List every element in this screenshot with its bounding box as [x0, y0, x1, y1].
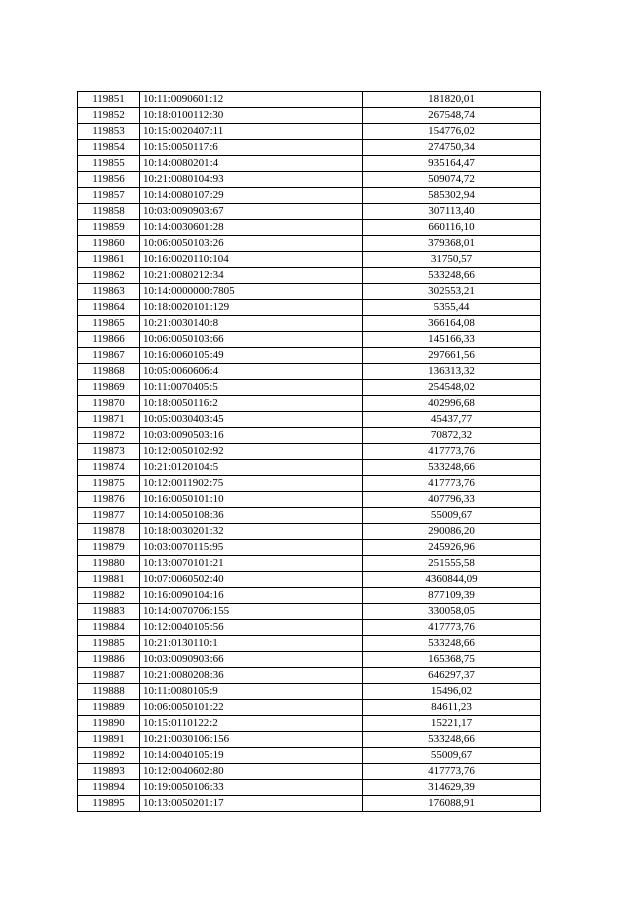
value-cell: 297661,56 — [363, 348, 541, 364]
table-row — [78, 572, 541, 588]
table-row — [78, 124, 541, 140]
cadastral-code-cell: 10:03:0070115:95 — [140, 540, 363, 556]
cadastral-code-cell: 10:14:0080107:29 — [140, 188, 363, 204]
cadastral-code-cell: 10:12:0011902:75 — [140, 476, 363, 492]
table-row — [78, 684, 541, 700]
cadastral-code-cell: 10:21:0120104:5 — [140, 460, 363, 476]
value-cell: 877109,39 — [363, 588, 541, 604]
table-row — [78, 108, 541, 124]
row-id-cell: 119863 — [78, 284, 140, 300]
cadastral-code-cell: 10:03:0090503:16 — [140, 428, 363, 444]
table-row — [78, 220, 541, 236]
table-row — [78, 172, 541, 188]
value-cell: 251555,58 — [363, 556, 541, 572]
row-id-cell: 119865 — [78, 316, 140, 332]
table-row — [78, 700, 541, 716]
row-id-cell: 119870 — [78, 396, 140, 412]
value-cell: 417773,76 — [363, 476, 541, 492]
cadastral-code-cell: 10:21:0080212:34 — [140, 268, 363, 284]
value-cell: 181820,01 — [363, 92, 541, 108]
table-row — [78, 156, 541, 172]
row-id-cell: 119853 — [78, 124, 140, 140]
row-id-cell: 119868 — [78, 364, 140, 380]
value-cell: 533248,66 — [363, 268, 541, 284]
row-id-cell: 119893 — [78, 764, 140, 780]
row-id-cell: 119862 — [78, 268, 140, 284]
table-row — [78, 508, 541, 524]
value-cell: 330058,05 — [363, 604, 541, 620]
cadastral-code-cell: 10:06:0050101:22 — [140, 700, 363, 716]
cadastral-code-cell: 10:21:0030140:8 — [140, 316, 363, 332]
table-row — [78, 428, 541, 444]
table-row — [78, 188, 541, 204]
row-id-cell: 119872 — [78, 428, 140, 444]
cadastral-code-cell: 10:21:0080104:93 — [140, 172, 363, 188]
cadastral-code-cell: 10:16:0060105:49 — [140, 348, 363, 364]
cadastral-code-cell: 10:14:0000000:7805 — [140, 284, 363, 300]
table-row — [78, 396, 541, 412]
row-id-cell: 119857 — [78, 188, 140, 204]
value-cell: 366164,08 — [363, 316, 541, 332]
value-cell: 267548,74 — [363, 108, 541, 124]
row-id-cell: 119880 — [78, 556, 140, 572]
cadastral-code-cell: 10:06:0050103:66 — [140, 332, 363, 348]
row-id-cell: 119875 — [78, 476, 140, 492]
value-cell: 154776,02 — [363, 124, 541, 140]
table-row — [78, 332, 541, 348]
row-id-cell: 119884 — [78, 620, 140, 636]
row-id-cell: 119851 — [78, 92, 140, 108]
cadastral-code-cell: 10:14:0050108:36 — [140, 508, 363, 524]
row-id-cell: 119891 — [78, 732, 140, 748]
value-cell: 533248,66 — [363, 732, 541, 748]
cadastral-code-cell: 10:15:0020407:11 — [140, 124, 363, 140]
cadastral-code-cell: 10:15:0050117:6 — [140, 140, 363, 156]
cadastral-code-cell: 10:03:0090903:66 — [140, 652, 363, 668]
value-cell: 585302,94 — [363, 188, 541, 204]
cadastral-code-cell: 10:15:0110122:2 — [140, 716, 363, 732]
value-cell: 45437,77 — [363, 412, 541, 428]
value-cell: 509074,72 — [363, 172, 541, 188]
value-cell: 176088,91 — [363, 796, 541, 812]
value-cell: 145166,33 — [363, 332, 541, 348]
cadastral-code-cell: 10:12:0040105:56 — [140, 620, 363, 636]
table-row — [78, 444, 541, 460]
table-row — [78, 460, 541, 476]
table-row — [78, 604, 541, 620]
value-cell: 5355,44 — [363, 300, 541, 316]
row-id-cell: 119856 — [78, 172, 140, 188]
row-id-cell: 119887 — [78, 668, 140, 684]
value-cell: 660116,10 — [363, 220, 541, 236]
value-cell: 407796,33 — [363, 492, 541, 508]
table-row — [78, 252, 541, 268]
cadastral-code-cell: 10:14:0030601:28 — [140, 220, 363, 236]
value-cell: 254548,02 — [363, 380, 541, 396]
row-id-cell: 119894 — [78, 780, 140, 796]
value-cell: 290086,20 — [363, 524, 541, 540]
value-cell: 55009,67 — [363, 508, 541, 524]
table-row — [78, 652, 541, 668]
row-id-cell: 119854 — [78, 140, 140, 156]
cadastral-code-cell: 10:18:0030201:32 — [140, 524, 363, 540]
value-cell: 165368,75 — [363, 652, 541, 668]
table-row — [78, 140, 541, 156]
cadastral-code-cell: 10:16:0090104:16 — [140, 588, 363, 604]
row-id-cell: 119867 — [78, 348, 140, 364]
cadastral-code-cell: 10:07:0060502:40 — [140, 572, 363, 588]
cadastral-code-cell: 10:14:0080201:4 — [140, 156, 363, 172]
row-id-cell: 119890 — [78, 716, 140, 732]
value-cell: 136313,32 — [363, 364, 541, 380]
row-id-cell: 119881 — [78, 572, 140, 588]
table-row — [78, 284, 541, 300]
data-table — [77, 91, 541, 812]
row-id-cell: 119859 — [78, 220, 140, 236]
row-id-cell: 119877 — [78, 508, 140, 524]
value-cell: 15221,17 — [363, 716, 541, 732]
value-cell: 417773,76 — [363, 764, 541, 780]
value-cell: 417773,76 — [363, 620, 541, 636]
row-id-cell: 119892 — [78, 748, 140, 764]
table-row — [78, 780, 541, 796]
table-row — [78, 316, 541, 332]
value-cell: 646297,37 — [363, 668, 541, 684]
value-cell: 307113,40 — [363, 204, 541, 220]
row-id-cell: 119874 — [78, 460, 140, 476]
table-row — [78, 492, 541, 508]
row-id-cell: 119895 — [78, 796, 140, 812]
table-row — [78, 204, 541, 220]
cadastral-code-cell: 10:12:0050102:92 — [140, 444, 363, 460]
cadastral-code-cell: 10:18:0020101:129 — [140, 300, 363, 316]
row-id-cell: 119858 — [78, 204, 140, 220]
value-cell: 55009,67 — [363, 748, 541, 764]
cadastral-code-cell: 10:21:0030106:156 — [140, 732, 363, 748]
row-id-cell: 119876 — [78, 492, 140, 508]
cadastral-code-cell: 10:06:0050103:26 — [140, 236, 363, 252]
value-cell: 533248,66 — [363, 636, 541, 652]
value-cell: 935164,47 — [363, 156, 541, 172]
cadastral-code-cell: 10:03:0090903:67 — [140, 204, 363, 220]
value-cell: 533248,66 — [363, 460, 541, 476]
table-row — [78, 300, 541, 316]
table-row — [78, 588, 541, 604]
value-cell: 4360844,09 — [363, 572, 541, 588]
row-id-cell: 119869 — [78, 380, 140, 396]
cadastral-code-cell: 10:21:0080208:36 — [140, 668, 363, 684]
row-id-cell: 119883 — [78, 604, 140, 620]
cadastral-code-cell: 10:14:0070706:155 — [140, 604, 363, 620]
value-cell: 70872,32 — [363, 428, 541, 444]
table-row — [78, 348, 541, 364]
cadastral-code-cell: 10:16:0050101:10 — [140, 492, 363, 508]
row-id-cell: 119873 — [78, 444, 140, 460]
table-row — [78, 732, 541, 748]
table-row — [78, 668, 541, 684]
row-id-cell: 119888 — [78, 684, 140, 700]
cadastral-code-cell: 10:05:0060606:4 — [140, 364, 363, 380]
table-row — [78, 764, 541, 780]
table-row — [78, 524, 541, 540]
value-cell: 417773,76 — [363, 444, 541, 460]
value-cell: 245926,96 — [363, 540, 541, 556]
value-cell: 84611,23 — [363, 700, 541, 716]
table-row — [78, 716, 541, 732]
table-row — [78, 380, 541, 396]
cadastral-code-cell: 10:18:0100112:30 — [140, 108, 363, 124]
row-id-cell: 119879 — [78, 540, 140, 556]
row-id-cell: 119882 — [78, 588, 140, 604]
row-id-cell: 119852 — [78, 108, 140, 124]
cadastral-code-cell: 10:11:0090601:12 — [140, 92, 363, 108]
row-id-cell: 119885 — [78, 636, 140, 652]
row-id-cell: 119861 — [78, 252, 140, 268]
table-row — [78, 92, 541, 108]
row-id-cell: 119855 — [78, 156, 140, 172]
table-row — [78, 540, 541, 556]
value-cell: 379368,01 — [363, 236, 541, 252]
row-id-cell: 119889 — [78, 700, 140, 716]
row-id-cell: 119866 — [78, 332, 140, 348]
cadastral-code-cell: 10:12:0040602:80 — [140, 764, 363, 780]
table-row — [78, 412, 541, 428]
table-row — [78, 748, 541, 764]
value-cell: 302553,21 — [363, 284, 541, 300]
value-cell: 274750,34 — [363, 140, 541, 156]
cadastral-code-cell: 10:13:0050201:17 — [140, 796, 363, 812]
table-row — [78, 476, 541, 492]
table-row — [78, 620, 541, 636]
cadastral-code-cell: 10:13:0070101:21 — [140, 556, 363, 572]
cadastral-code-cell: 10:16:0020110:104 — [140, 252, 363, 268]
table-row — [78, 268, 541, 284]
table-row — [78, 236, 541, 252]
cadastral-code-cell: 10:05:0030403:45 — [140, 412, 363, 428]
value-cell: 314629,39 — [363, 780, 541, 796]
row-id-cell: 119860 — [78, 236, 140, 252]
cadastral-code-cell: 10:14:0040105:19 — [140, 748, 363, 764]
cadastral-code-cell: 10:18:0050116:2 — [140, 396, 363, 412]
table-row — [78, 556, 541, 572]
row-id-cell: 119871 — [78, 412, 140, 428]
value-cell: 31750,57 — [363, 252, 541, 268]
value-cell: 402996,68 — [363, 396, 541, 412]
cadastral-code-cell: 10:19:0050106:33 — [140, 780, 363, 796]
table-body — [78, 92, 541, 812]
row-id-cell: 119864 — [78, 300, 140, 316]
table-row — [78, 364, 541, 380]
table-row — [78, 636, 541, 652]
table-row — [78, 796, 541, 812]
cadastral-code-cell: 10:11:0070405:5 — [140, 380, 363, 396]
row-id-cell: 119878 — [78, 524, 140, 540]
value-cell: 15496,02 — [363, 684, 541, 700]
cadastral-code-cell: 10:11:0080105:9 — [140, 684, 363, 700]
cadastral-code-cell: 10:21:0130110:1 — [140, 636, 363, 652]
row-id-cell: 119886 — [78, 652, 140, 668]
